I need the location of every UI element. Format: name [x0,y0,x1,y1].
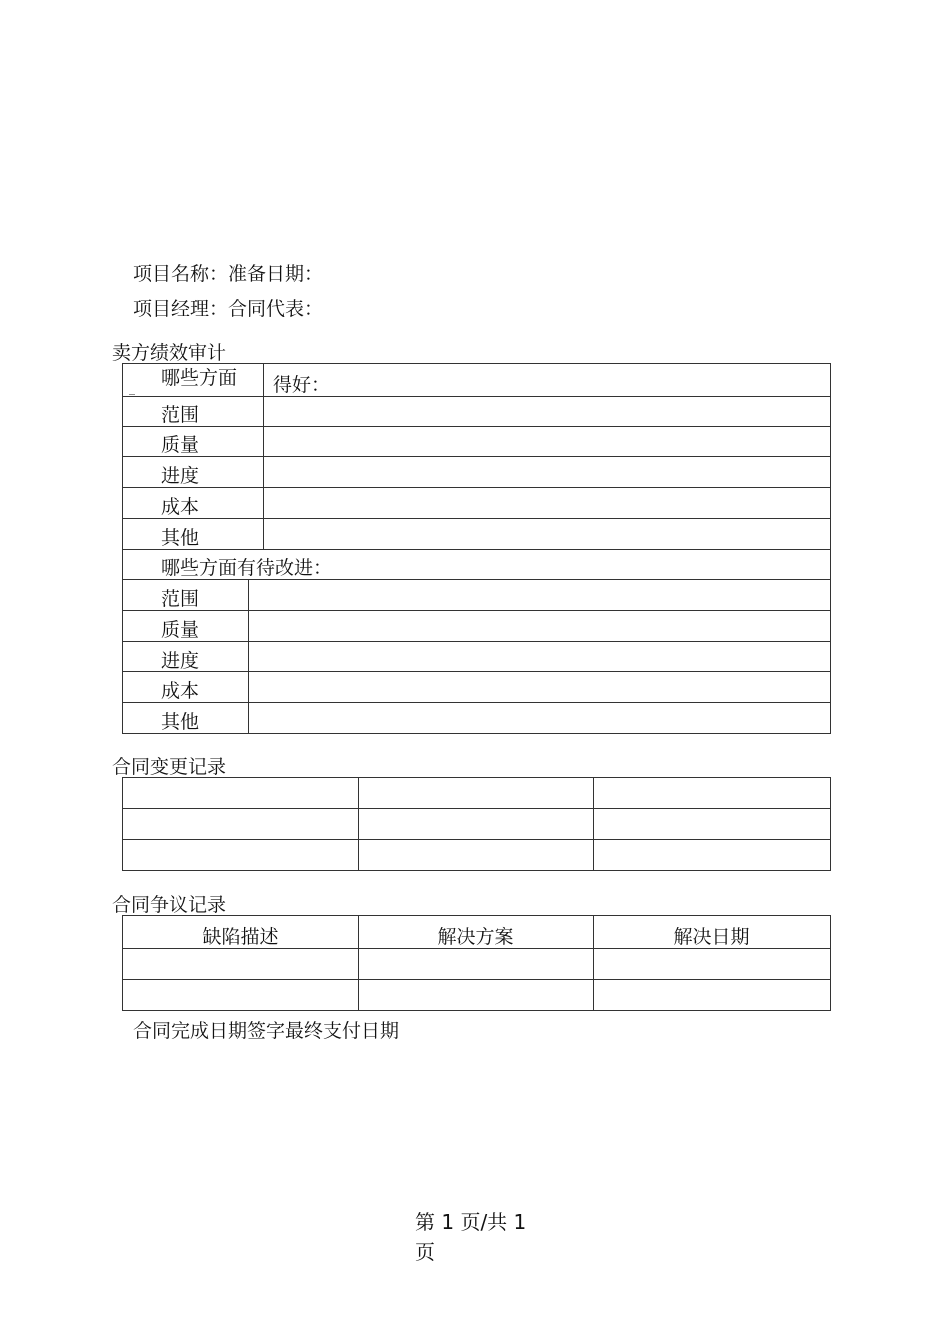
performance-audit-table [122,363,831,734]
dispute-log-table [122,915,831,1011]
good-aspects-label: 哪些方面 [161,367,238,389]
marker-glyph: _ [129,381,135,395]
column-resolution-date: 解决日期 [673,926,750,948]
good-item-cost: 成本 [161,496,200,518]
good-item-other: 其他 [161,527,200,549]
good-aspects-tail: 得好： [273,374,331,396]
page-number-line1: 第 1 页/共 1 [415,1210,527,1234]
project-manager-representative-line: 项目经理：合同代表： [133,298,324,320]
change-log-table [122,777,831,871]
good-item-quality: 质量 [161,434,200,456]
change-log-title: 合同变更记录 [112,756,227,778]
page-footer [415,1207,545,1267]
completion-signature-line: 合同完成日期签字最终支付日期 [133,1020,400,1042]
improve-item-scope: 范围 [161,588,200,610]
column-resolution: 解决方案 [437,926,514,948]
column-defect-description: 缺陷描述 [202,926,279,948]
dispute-log-title: 合同争议记录 [112,894,227,916]
performance-audit-title: 卖方绩效审计 [112,342,227,364]
good-item-schedule: 进度 [161,465,200,487]
improve-item-schedule: 进度 [161,650,200,672]
good-item-scope: 范围 [161,404,200,426]
improve-item-quality: 质量 [161,619,200,641]
project-name-date-line: 项目名称：准备日期： [133,263,324,285]
improve-item-other: 其他 [161,711,200,733]
improve-item-cost: 成本 [161,680,200,702]
improve-aspects-label: 哪些方面有待改进： [161,557,333,579]
page-number-line2: 页 [415,1240,435,1264]
